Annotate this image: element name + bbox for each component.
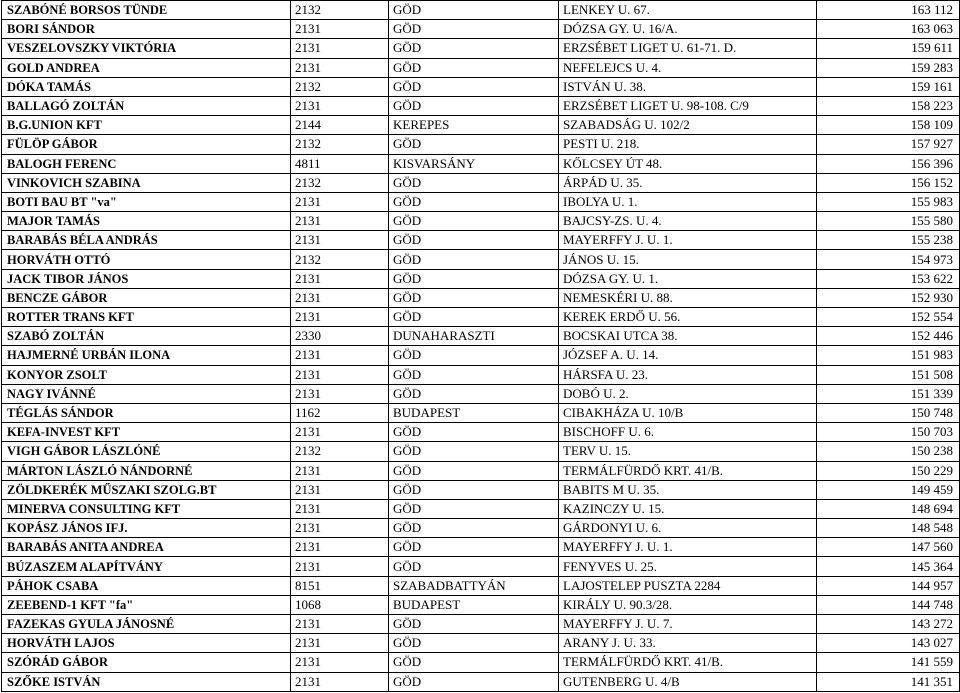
table-row [2, 96, 960, 115]
city-cell: GÖD [389, 365, 559, 384]
zip-cell: 2131 [291, 384, 389, 403]
amount-cell: 144 748 [817, 595, 960, 614]
address-cell: CIBAKHÁZA U. 10/B [559, 403, 817, 422]
name-cell: KOPÁSZ JÁNOS IFJ. [2, 519, 291, 538]
name-cell: BÚZASZEM ALAPÍTVÁNY [2, 557, 291, 576]
name-cell: VESZELOVSZKY VIKTÓRIA [2, 39, 291, 58]
table-row [2, 58, 960, 77]
address-cell: GÁRDONYI U. 6. [559, 519, 817, 538]
city-cell: GÖD [389, 288, 559, 307]
name-cell: DÓKA TAMÁS [2, 77, 291, 96]
city-cell: GÖD [389, 519, 559, 538]
address-cell: KIRÁLY U. 90.3/28. [559, 595, 817, 614]
name-cell: BALOGH FERENC [2, 154, 291, 173]
address-cell: JÁNOS U. 15. [559, 250, 817, 269]
zip-cell: 2131 [291, 423, 389, 442]
city-cell: GÖD [389, 480, 559, 499]
zip-cell: 2132 [291, 77, 389, 96]
table-row [2, 557, 960, 576]
name-cell: JACK TIBOR JÁNOS [2, 269, 291, 288]
address-cell: ISTVÁN U. 38. [559, 77, 817, 96]
zip-cell: 2144 [291, 116, 389, 135]
city-cell: GÖD [389, 250, 559, 269]
amount-cell: 148 694 [817, 499, 960, 518]
address-cell: HÁRSFA U. 23. [559, 365, 817, 384]
address-cell: BOCSKAI UTCA 38. [559, 327, 817, 346]
city-cell: GÖD [389, 423, 559, 442]
name-cell: KEFA-INVEST KFT [2, 423, 291, 442]
table-row [2, 653, 960, 672]
name-cell: B.G.UNION KFT [2, 116, 291, 135]
city-cell: GÖD [389, 499, 559, 518]
address-cell: PESTI U. 218. [559, 135, 817, 154]
table-row [2, 442, 960, 461]
amount-cell: 157 927 [817, 135, 960, 154]
zip-cell: 2132 [291, 135, 389, 154]
amount-cell: 158 109 [817, 116, 960, 135]
zip-cell: 2131 [291, 653, 389, 672]
table-row [2, 480, 960, 499]
city-cell: GÖD [389, 308, 559, 327]
address-cell: JÓZSEF A. U. 14. [559, 346, 817, 365]
address-cell: FENYVES U. 25. [559, 557, 817, 576]
zip-cell: 2132 [291, 173, 389, 192]
city-cell: GÖD [389, 653, 559, 672]
table-row [2, 365, 960, 384]
amount-cell: 159 611 [817, 39, 960, 58]
amount-cell: 147 560 [817, 538, 960, 557]
table-row [2, 423, 960, 442]
city-cell: BUDAPEST [389, 595, 559, 614]
city-cell: GÖD [389, 384, 559, 403]
name-cell: FÜLÖP GÁBOR [2, 135, 291, 154]
address-cell: ERZSÉBET LIGET U. 61-71. D. [559, 39, 817, 58]
amount-cell: 152 446 [817, 327, 960, 346]
table-row [2, 403, 960, 422]
zip-cell: 2131 [291, 519, 389, 538]
city-cell: GÖD [389, 1, 559, 20]
amount-cell: 150 238 [817, 442, 960, 461]
amount-cell: 152 930 [817, 288, 960, 307]
address-cell: KŐLCSEY ÚT 48. [559, 154, 817, 173]
amount-cell: 145 364 [817, 557, 960, 576]
address-cell: DÓZSA GY. U. 16/A. [559, 20, 817, 39]
amount-cell: 150 229 [817, 461, 960, 480]
name-cell: KONYOR ZSOLT [2, 365, 291, 384]
name-cell: MÁRTON LÁSZLÓ NÁNDORNÉ [2, 461, 291, 480]
table-row [2, 39, 960, 58]
name-cell: SZABÓ ZOLTÁN [2, 327, 291, 346]
address-cell: SZABADSÁG U. 102/2 [559, 116, 817, 135]
zip-cell: 2131 [291, 39, 389, 58]
city-cell: GÖD [389, 269, 559, 288]
amount-cell: 148 548 [817, 519, 960, 538]
name-cell: ROTTER TRANS KFT [2, 308, 291, 327]
name-cell: BORI SÁNDOR [2, 20, 291, 39]
zip-cell: 2131 [291, 499, 389, 518]
table-row [2, 519, 960, 538]
zip-cell: 2131 [291, 365, 389, 384]
city-cell: GÖD [389, 538, 559, 557]
zip-cell: 2131 [291, 288, 389, 307]
amount-cell: 141 351 [817, 672, 960, 691]
address-cell: DOBÓ U. 2. [559, 384, 817, 403]
zip-cell: 2131 [291, 308, 389, 327]
amount-cell: 155 983 [817, 192, 960, 211]
table-row [2, 250, 960, 269]
name-cell: NAGY IVÁNNÉ [2, 384, 291, 403]
amount-cell: 144 957 [817, 576, 960, 595]
city-cell: GÖD [389, 173, 559, 192]
name-cell: BOTI BAU BT "va" [2, 192, 291, 211]
name-cell: BARABÁS BÉLA ANDRÁS [2, 231, 291, 250]
city-cell: GÖD [389, 77, 559, 96]
table-row [2, 269, 960, 288]
table-row [2, 77, 960, 96]
address-cell: MAYERFFY J. U. 1. [559, 538, 817, 557]
zip-cell: 2131 [291, 96, 389, 115]
address-cell: TERMÁLFÜRDŐ KRT. 41/B. [559, 653, 817, 672]
amount-cell: 141 559 [817, 653, 960, 672]
address-cell: MAYERFFY J. U. 1. [559, 231, 817, 250]
table-row [2, 384, 960, 403]
zip-cell: 1162 [291, 403, 389, 422]
table-row [2, 288, 960, 307]
name-cell: GOLD ANDREA [2, 58, 291, 77]
address-cell: ÁRPÁD U. 35. [559, 173, 817, 192]
amount-cell: 159 283 [817, 58, 960, 77]
address-cell: ERZSÉBET LIGET U. 98-108. C/9 [559, 96, 817, 115]
zip-cell: 2131 [291, 538, 389, 557]
zip-cell: 1068 [291, 595, 389, 614]
address-cell: LENKEY U. 67. [559, 1, 817, 20]
zip-cell: 2330 [291, 327, 389, 346]
address-cell: MAYERFFY J. U. 7. [559, 615, 817, 634]
name-cell: BARABÁS ANITA ANDREA [2, 538, 291, 557]
address-cell: DÓZSA GY. U. 1. [559, 269, 817, 288]
amount-cell: 155 238 [817, 231, 960, 250]
table-row [2, 1, 960, 20]
name-cell: HAJMERNÉ URBÁN ILONA [2, 346, 291, 365]
amount-cell: 143 027 [817, 634, 960, 653]
address-cell: KEREK ERDŐ U. 56. [559, 308, 817, 327]
amount-cell: 153 622 [817, 269, 960, 288]
zip-cell: 2132 [291, 1, 389, 20]
city-cell: SZABADBATTYÁN [389, 576, 559, 595]
name-cell: FAZEKAS GYULA JÁNOSNÉ [2, 615, 291, 634]
table-row [2, 595, 960, 614]
zip-cell: 2131 [291, 346, 389, 365]
name-cell: VINKOVICH SZABINA [2, 173, 291, 192]
name-cell: MINERVA CONSULTING KFT [2, 499, 291, 518]
city-cell: GÖD [389, 231, 559, 250]
zip-cell: 2131 [291, 192, 389, 211]
table-row [2, 327, 960, 346]
city-cell: GÖD [389, 39, 559, 58]
name-cell: SZÓRÁD GÁBOR [2, 653, 291, 672]
name-cell: TÉGLÁS SÁNDOR [2, 403, 291, 422]
table-body [2, 1, 960, 692]
address-cell: ARANY J. U. 33. [559, 634, 817, 653]
zip-cell: 2131 [291, 212, 389, 231]
city-cell: GÖD [389, 615, 559, 634]
name-cell: VIGH GÁBOR LÁSZLÓNÉ [2, 442, 291, 461]
address-cell: IBOLYA U. 1. [559, 192, 817, 211]
zip-cell: 4811 [291, 154, 389, 173]
table-row [2, 192, 960, 211]
zip-cell: 2131 [291, 634, 389, 653]
city-cell: GÖD [389, 20, 559, 39]
zip-cell: 8151 [291, 576, 389, 595]
name-cell: BALLAGÓ ZOLTÁN [2, 96, 291, 115]
table-row [2, 173, 960, 192]
zip-cell: 2131 [291, 557, 389, 576]
amount-cell: 152 554 [817, 308, 960, 327]
amount-cell: 156 152 [817, 173, 960, 192]
address-cell: BISCHOFF U. 6. [559, 423, 817, 442]
name-cell: HORVÁTH OTTÓ [2, 250, 291, 269]
amount-cell: 149 459 [817, 480, 960, 499]
address-cell: BAJCSY-ZS. U. 4. [559, 212, 817, 231]
city-cell: GÖD [389, 96, 559, 115]
table-row [2, 154, 960, 173]
table-row [2, 231, 960, 250]
amount-cell: 151 339 [817, 384, 960, 403]
amount-cell: 155 580 [817, 212, 960, 231]
address-cell: LAJOSTELEP PUSZTA 2284 [559, 576, 817, 595]
address-cell: NEMESKÉRI U. 88. [559, 288, 817, 307]
table-row [2, 538, 960, 557]
table-row [2, 499, 960, 518]
address-cell: GUTENBERG U. 4/B [559, 672, 817, 691]
zip-cell: 2131 [291, 672, 389, 691]
name-cell: BENCZE GÁBOR [2, 288, 291, 307]
table-row [2, 308, 960, 327]
taxpayer-table [1, 0, 960, 692]
address-cell: BABITS M U. 35. [559, 480, 817, 499]
city-cell: GÖD [389, 346, 559, 365]
table-row [2, 212, 960, 231]
table-row [2, 20, 960, 39]
amount-cell: 156 396 [817, 154, 960, 173]
city-cell: GÖD [389, 461, 559, 480]
zip-cell: 2131 [291, 231, 389, 250]
zip-cell: 2131 [291, 615, 389, 634]
name-cell: SZŐKE ISTVÁN [2, 672, 291, 691]
address-cell: TERV U. 15. [559, 442, 817, 461]
name-cell: ZEEBEND-1 KFT "fa" [2, 595, 291, 614]
table-row [2, 116, 960, 135]
amount-cell: 151 508 [817, 365, 960, 384]
city-cell: GÖD [389, 192, 559, 211]
address-cell: NEFELEJCS U. 4. [559, 58, 817, 77]
table-row [2, 615, 960, 634]
name-cell: PÁHOK CSABA [2, 576, 291, 595]
amount-cell: 151 983 [817, 346, 960, 365]
table-row [2, 576, 960, 595]
zip-cell: 2131 [291, 58, 389, 77]
name-cell: ZÖLDKERÉK MŰSZAKI SZOLG.BT [2, 480, 291, 499]
city-cell: KEREPES [389, 116, 559, 135]
zip-cell: 2131 [291, 480, 389, 499]
amount-cell: 150 748 [817, 403, 960, 422]
city-cell: GÖD [389, 557, 559, 576]
zip-cell: 2131 [291, 20, 389, 39]
zip-cell: 2132 [291, 250, 389, 269]
amount-cell: 150 703 [817, 423, 960, 442]
zip-cell: 2132 [291, 442, 389, 461]
table-row [2, 135, 960, 154]
amount-cell: 143 272 [817, 615, 960, 634]
city-cell: GÖD [389, 212, 559, 231]
city-cell: KISVARSÁNY [389, 154, 559, 173]
table-row [2, 461, 960, 480]
amount-cell: 154 973 [817, 250, 960, 269]
city-cell: GÖD [389, 634, 559, 653]
city-cell: DUNAHARASZTI [389, 327, 559, 346]
zip-cell: 2131 [291, 269, 389, 288]
amount-cell: 159 161 [817, 77, 960, 96]
name-cell: HORVÁTH LAJOS [2, 634, 291, 653]
amount-cell: 158 223 [817, 96, 960, 115]
amount-cell: 163 112 [817, 1, 960, 20]
name-cell: MAJOR TAMÁS [2, 212, 291, 231]
address-cell: TERMÁLFÜRDŐ KRT. 41/B. [559, 461, 817, 480]
city-cell: BUDAPEST [389, 403, 559, 422]
address-cell: KAZINCZY U. 15. [559, 499, 817, 518]
table-row [2, 672, 960, 691]
name-cell: SZABÓNÉ BORSOS TÜNDE [2, 1, 291, 20]
city-cell: GÖD [389, 442, 559, 461]
table-row [2, 346, 960, 365]
zip-cell: 2131 [291, 461, 389, 480]
table-row [2, 634, 960, 653]
city-cell: GÖD [389, 58, 559, 77]
city-cell: GÖD [389, 135, 559, 154]
city-cell: GÖD [389, 672, 559, 691]
amount-cell: 163 063 [817, 20, 960, 39]
